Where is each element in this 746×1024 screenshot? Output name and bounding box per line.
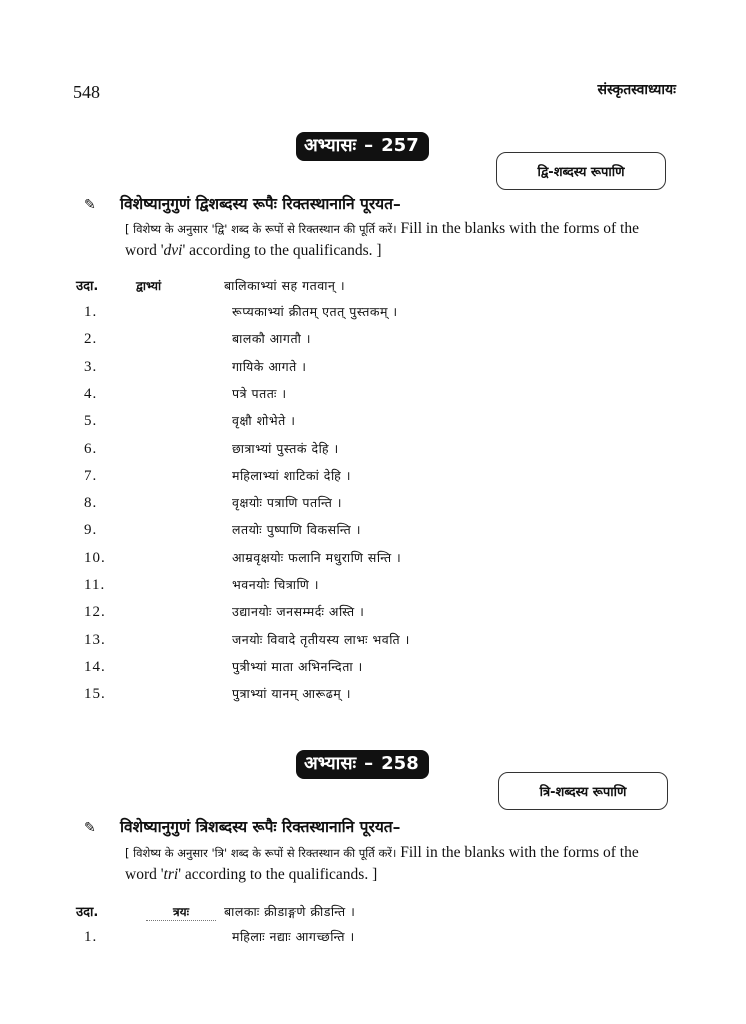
exercise-badge-258 [296,750,429,779]
english-translation-b: ' according to the qualificands. ] [182,242,382,259]
exercise-item [76,467,351,491]
item-sentence: पुत्राभ्यां यानम् आरूढम् । [232,686,351,702]
item-number: 15. [84,686,106,703]
instruction-translation-258 [125,842,670,886]
exercise-item [76,440,339,464]
english-translation-b: ' according to the qualificands. ] [178,866,378,883]
exercise-item [76,928,355,952]
exercise-item [76,576,319,600]
instruction-258 [84,815,400,837]
item-number: 1. [84,929,98,945]
item-number: 10. [84,549,106,566]
item-sentence: महिलाः नद्याः आगच्छन्ति । [232,929,355,944]
instruction-text: विशेष्यानुगुणं द्विशब्दस्य रूपैः रिक्तस्थानानि पूरयत– [120,195,401,213]
instruction-257 [84,192,401,214]
instruction-text: विशेष्यानुगुणं त्रिशब्दस्य रूपैः रिक्तस्थानानि पूरयत– [120,818,401,836]
item-number: 14. [84,658,106,675]
exercise-badge-257 [296,132,429,161]
exercise-item [76,658,363,682]
exercise-label: अभ्यासः [304,135,357,156]
item-sentence: आम्रवृक्षयोः फलानि मधुराणि सन्ति । [232,549,402,565]
exercise-dash: – [364,753,374,774]
exercise-item [76,303,398,327]
exercise-dash: – [364,135,374,156]
item-sentence: रूप्यकाभ्यां क्रीतम् एतत् पुस्तकम् । [232,304,398,319]
item-sentence: छात्राभ्यां पुस्तकं देहि । [232,440,339,456]
item-sentence: बालकौ आगतौ । [232,331,312,347]
item-number: 3. [84,358,98,375]
topic-box-258 [498,772,668,810]
exercise-label: अभ्यासः [304,753,357,774]
exercise-item [76,603,364,627]
topic-label: द्वि-शब्दस्य रूपाणि [537,165,625,180]
exercise-item [76,330,311,354]
item-number: 11. [84,577,106,593]
topic-box-257 [496,152,666,190]
item-number: 4. [84,385,98,402]
item-sentence: भवनयोः चित्राणि । [232,577,319,592]
instruction-translation-257 [125,218,670,262]
item-number: 5. [84,413,98,430]
example-label: उदा. [76,905,99,920]
item-number: 12. [84,604,106,621]
pencil-icon: ✎ [84,197,96,213]
hindi-translation: [ विशेष्य के अनुसार 'त्रि' शब्द के रूपों से रिक्तस्थान की पूर्ति करें। [125,846,397,860]
exercise-item [76,494,342,518]
example-label: उदा. [76,279,99,294]
item-number: 1. [84,304,98,320]
running-title: संस्कृतस्वाध्यायः [597,82,676,98]
english-translation-word: dvi [163,242,183,259]
item-sentence: पुत्रीभ्यां माता अभिनन्दिता । [232,658,363,674]
item-number: 9. [84,522,98,539]
exercise-item [76,685,351,709]
exercise-item [76,521,361,545]
item-sentence: लतयोः पुष्पाणि विकसन्ति । [232,522,361,538]
exercise-item [76,412,296,436]
item-number: 6. [84,440,98,457]
item-sentence: वृक्षयोः पत्राणि पतन्ति । [232,495,343,511]
item-number: 2. [84,331,98,348]
exercise-item [76,358,307,382]
item-sentence: वृक्षौ शोभेते । [232,413,296,429]
item-sentence: उद्यानयोः जनसम्मर्दः अस्ति । [232,604,365,620]
item-number: 7. [84,467,98,484]
example-row-258 [76,902,355,926]
page-number: 548 [73,82,100,102]
item-sentence: पत्रे पततः । [232,385,287,401]
exercise-number: 258 [381,753,419,774]
english-translation-a: Fill in the blanks with the forms of the word ' [125,844,639,883]
exercise-item [76,385,287,409]
exercise-number: 257 [381,135,419,156]
item-number: 13. [84,631,106,648]
example-sentence: बालकाः क्रीडाङ्गणे क्रीडन्ति । [224,904,356,919]
english-translation-word: tri [163,866,179,883]
example-row-257 [76,276,345,300]
exercise-item [76,549,401,573]
english-translation-a: Fill in the blanks with the forms of the word ' [125,220,639,259]
pencil-icon: ✎ [84,820,96,836]
exercise-item [76,631,410,655]
item-sentence: महिलाभ्यां शाटिकां देहि । [232,467,352,483]
example-sentence: बालिकाभ्यां सह गतवान् । [224,278,346,293]
item-sentence: जनयोः विवादे तृतीयस्य लाभः भवति । [232,631,410,647]
example-answer: त्रयः [146,903,216,921]
example-answer: द्वाभ्यां [136,279,162,293]
item-sentence: गायिके आगते । [232,358,307,374]
topic-label: त्रि-शब्दस्य रूपाणि [539,785,627,800]
hindi-translation: [ विशेष्य के अनुसार 'द्वि' शब्द के रूपों से रिक्तस्थान की पूर्ति करें। [125,222,397,236]
item-number: 8. [84,495,98,512]
